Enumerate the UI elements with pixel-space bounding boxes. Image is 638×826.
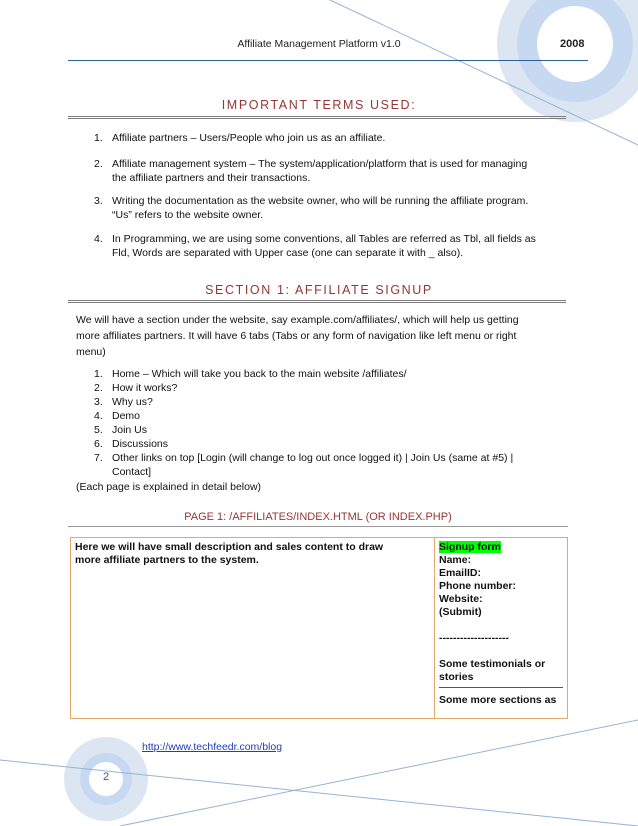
tab-text: How it works? (112, 382, 178, 394)
testimonials-line: stories (439, 671, 474, 683)
header-year: 2008 (560, 38, 585, 50)
tab-text: Discussions (112, 438, 169, 450)
section1-rule (68, 300, 566, 303)
tab-text: Why us? (112, 396, 153, 408)
decor-line-bottom-2 (120, 720, 638, 826)
term-item (94, 194, 574, 222)
term-text-cont: “Us” refers to the website owner. (112, 209, 264, 221)
section1-intro (76, 312, 576, 360)
tab-item (94, 409, 574, 423)
form-submit-label: (Submit) (439, 606, 482, 618)
tab-item (94, 437, 574, 451)
tab-number: 5. (94, 424, 103, 436)
tab-number: 7. (94, 452, 103, 464)
cell-divider (439, 687, 563, 688)
page1-rule (68, 526, 568, 527)
term-item (94, 131, 574, 145)
tab-text: Join Us (112, 424, 148, 436)
page1-heading: PAGE 1: /AFFILIATES/INDEX.HTML (OR INDEX.PHP) (184, 511, 452, 523)
term-number: 4. (94, 233, 103, 245)
separator-dashes: -------------------- (439, 632, 509, 644)
tab-number: 6. (94, 438, 103, 450)
tab-item (94, 423, 574, 437)
signup-form-label: Signup form (439, 541, 501, 553)
tab-number: 1. (94, 368, 103, 380)
term-item (94, 232, 574, 260)
form-field-website: Website: (439, 593, 483, 605)
form-field-email: EmailID: (439, 567, 482, 579)
term-text: Affiliate partners – Users/People who join us as an affiliate. (112, 132, 386, 144)
important-terms-heading: IMPORTANT TERMS USED: (221, 98, 417, 112)
description-line: Here we will have small description and sales content to draw (75, 541, 384, 553)
tab-number: 4. (94, 410, 103, 422)
header-title: Affiliate Management Platform v1.0 (237, 38, 401, 50)
description-line: more affiliate partners to the system. (75, 554, 259, 566)
tab-item (94, 381, 574, 395)
tab-text: Demo (112, 410, 141, 422)
footer-blog-link[interactable]: http://www.techfeedr.com/blog (142, 741, 283, 753)
more-sections-line: Some more sections as (439, 694, 557, 706)
term-text: Writing the documentation as the website owner, who will be running the affiliate program. (112, 195, 529, 207)
intro-line: more affiliates partners. It will have 6 tabs (Tabs or any form of navigation like left menu or right (76, 330, 517, 342)
description-cell (71, 538, 435, 719)
tab-item (94, 367, 574, 381)
tab-text: Home – Which will take you back to the main website /affiliates/ (112, 368, 407, 380)
signup-form-cell (435, 538, 568, 719)
tab-text: Other links on top [Login (will change to log out once logged it) | Join Us (same at #5) | (112, 452, 514, 464)
tab-item (94, 451, 574, 479)
intro-line: We will have a section under the website, say example.com/affiliates/, which will help us getting (76, 314, 519, 326)
form-field-name: Name: (439, 554, 472, 566)
intro-line: menu) (76, 346, 106, 358)
page-number: 2 (102, 771, 110, 783)
testimonials-line: Some testimonials or (439, 658, 546, 670)
tab-text-cont: Contact] (112, 466, 152, 478)
section1-heading: SECTION 1: AFFILIATE SIGNUP (205, 283, 433, 297)
term-text: In Programming, we are using some conventions, all Tables are referred as Tbl, all fields as (112, 233, 536, 245)
tab-number: 2. (94, 382, 103, 394)
term-text: Affiliate management system – The system/application/platform that is used for managing (112, 158, 528, 170)
header-rule (68, 60, 588, 61)
term-text-cont: the affiliate partners and their transactions. (112, 172, 311, 184)
tab-item (94, 395, 574, 409)
term-number: 1. (94, 132, 103, 144)
term-text-cont: Fld, Words are separated with Upper case (one can separate it with _ also). (112, 247, 464, 259)
section1-note: (Each page is explained in detail below) (76, 481, 262, 493)
page1-content-table (70, 537, 568, 719)
important-terms-rule (68, 116, 566, 119)
term-item (94, 157, 574, 185)
tab-number: 3. (94, 396, 103, 408)
form-field-phone: Phone number: (439, 580, 517, 592)
term-number: 2. (94, 158, 103, 170)
term-number: 3. (94, 195, 103, 207)
